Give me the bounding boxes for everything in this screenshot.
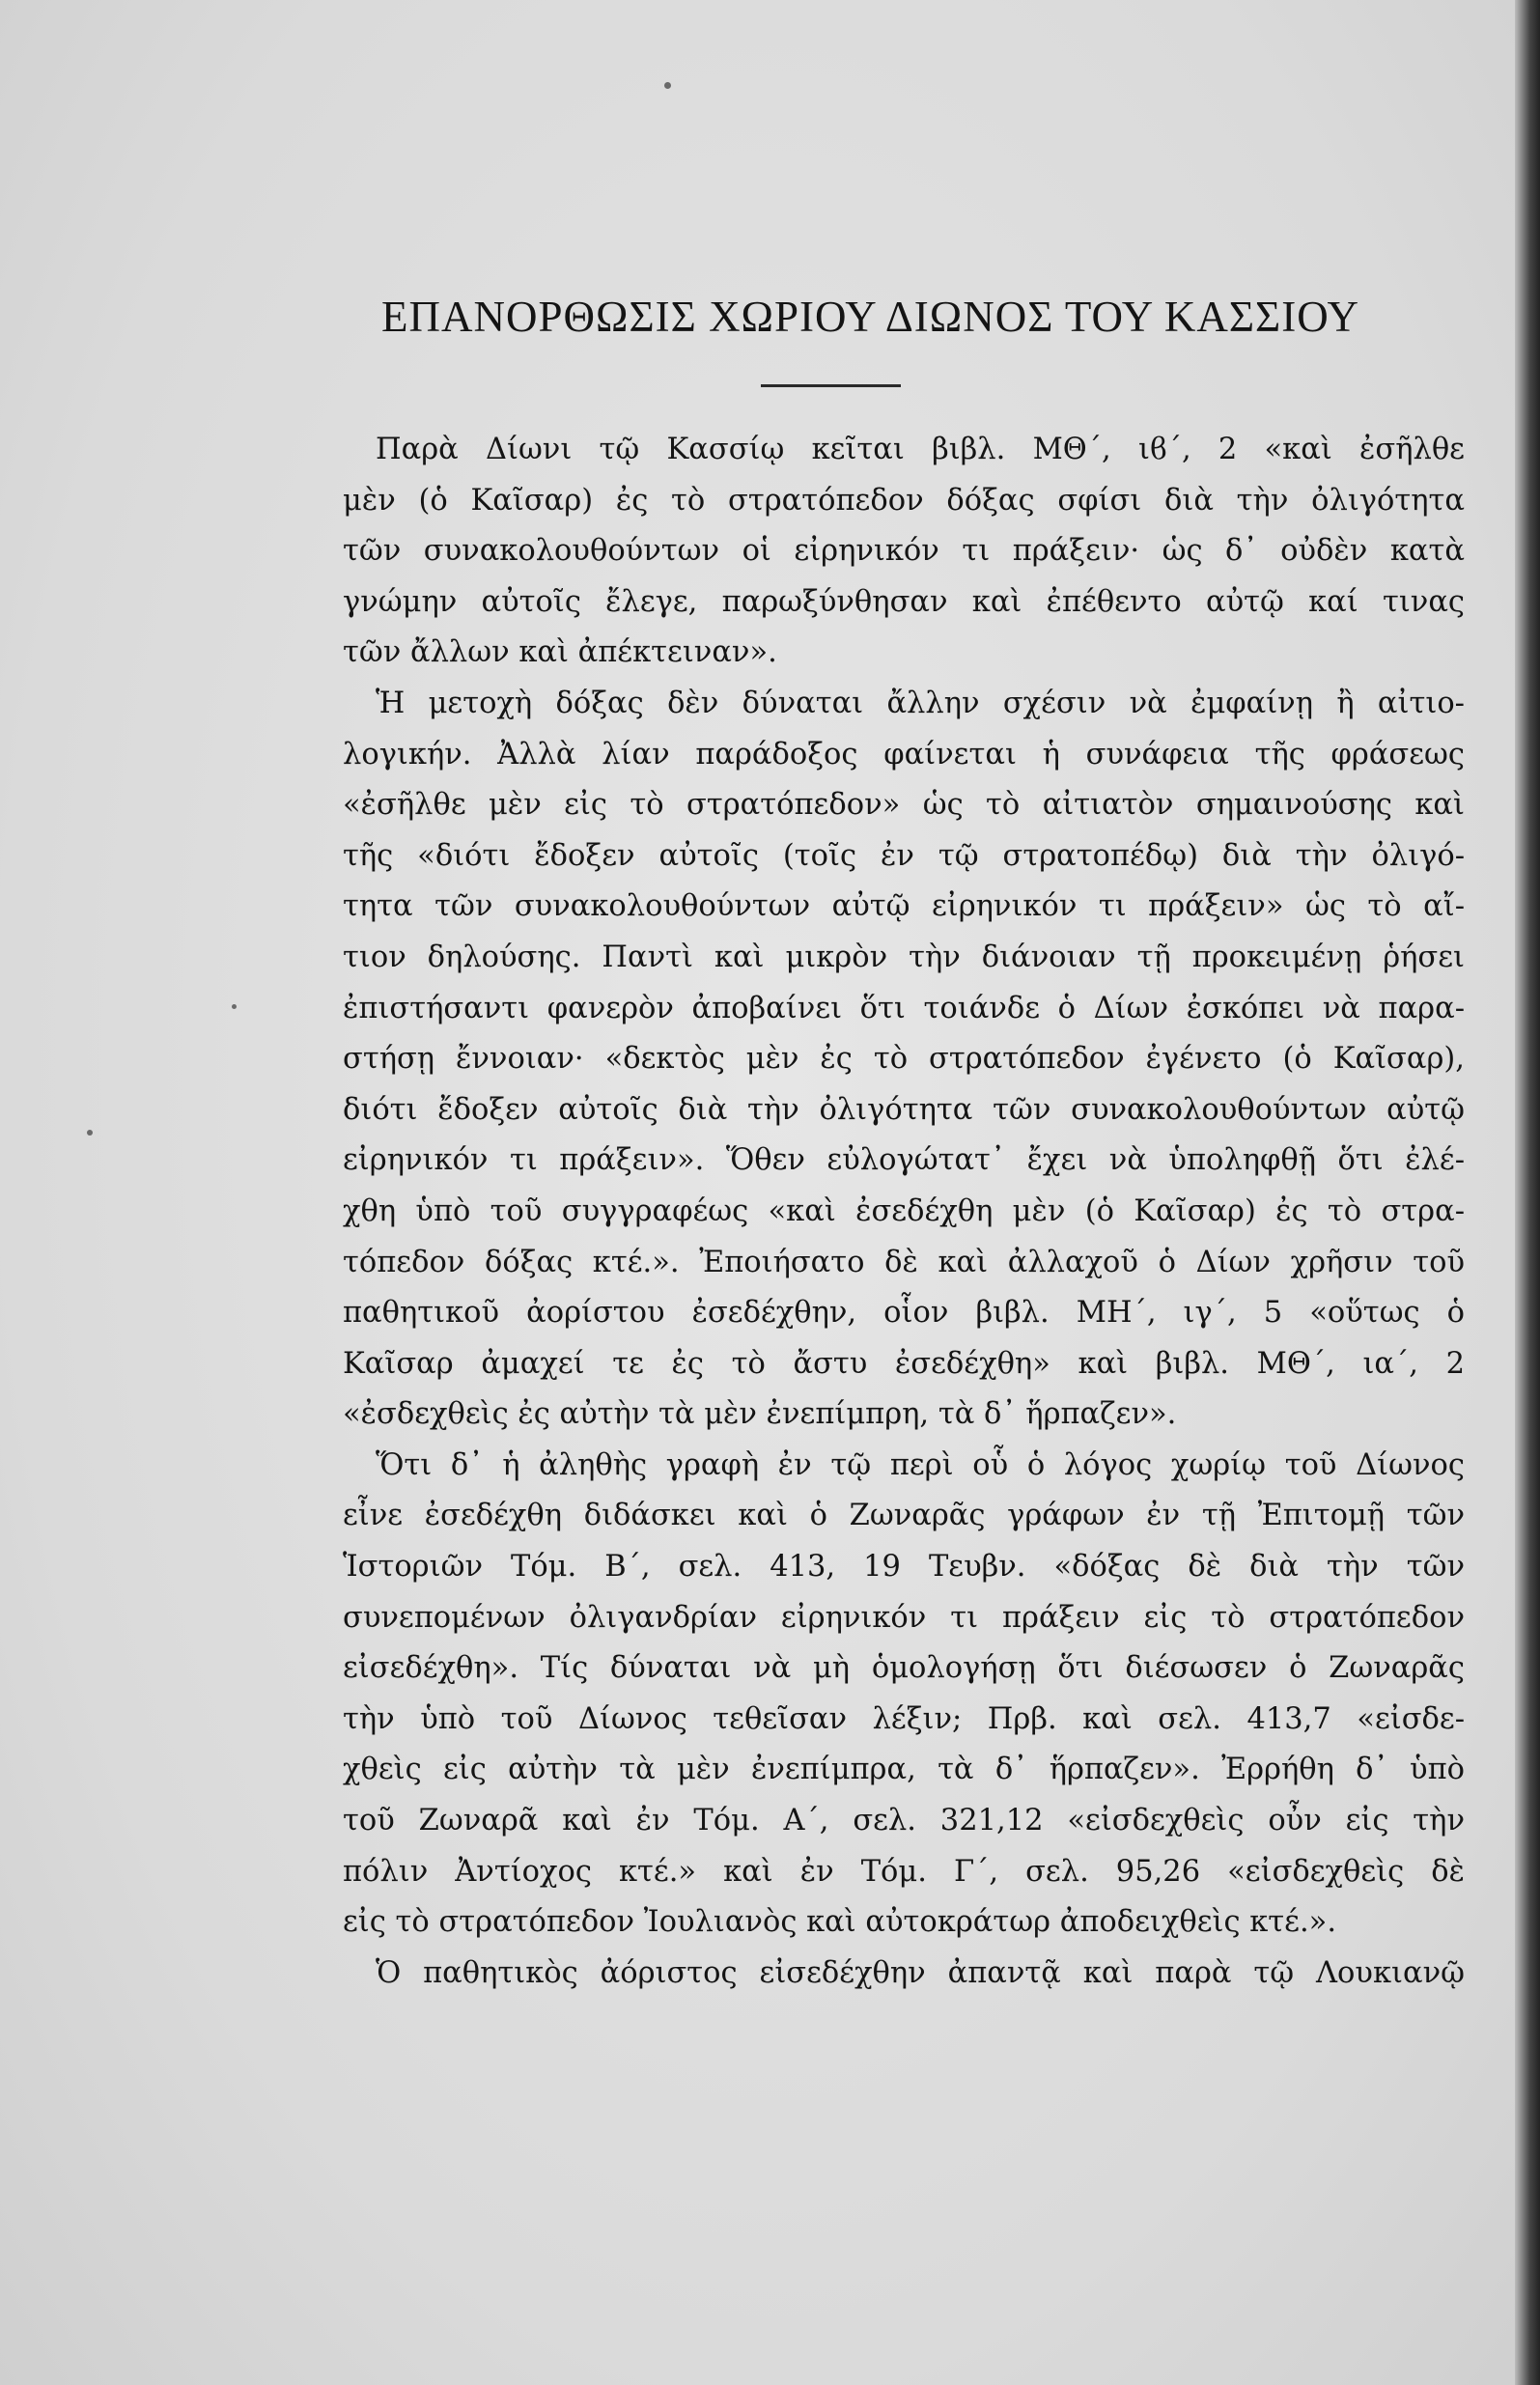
scan-speck	[87, 1130, 93, 1136]
text-line: Ἡ μετοχὴ δόξας δὲν δύναται ἄλλην σχέσιν νὰ ἐμφαίνῃ ἢ αἰτιο-	[376, 686, 1465, 720]
text-line: εἰς τὸ στρατόπεδον Ἰουλιανὸς καὶ αὐτοκράτωρ ἀποδειχθεὶς κτέ.».	[343, 1905, 1337, 1940]
text-line: τοῦ Ζωναρᾶ καὶ ἐν Τόμ. Α΄, σελ. 321,12 «εἰσδεχθεὶς οὖν εἰς τὴν	[343, 1804, 1465, 1838]
text-line: τῶν ἄλλων καὶ ἀπέκτειναν».	[343, 635, 777, 670]
text-line: εἶνε ἐσεδέχθη διδάσκει καὶ ὁ Ζωναρᾶς γράφων ἐν τῇ Ἐπιτομῇ τῶν	[343, 1499, 1465, 1533]
text-line: στήσῃ ἔννοιαν· «δεκτὸς μὲν ἐς τὸ στρατόπεδον ἐγένετο (ὁ Καῖσαρ),	[343, 1042, 1465, 1077]
text-line: χθεὶς εἰς αὐτὴν τὰ μὲν ἐνεπίμπρα, τὰ δ᾽ ἥρπαζεν». Ἐρρήθη δ᾽ ὑπὸ	[343, 1753, 1465, 1787]
text-line: Ὁ παθητικὸς ἀόριστος εἰσεδέχθην ἀπαντᾷ καὶ παρὰ τῷ Λουκιανῷ	[376, 1955, 1465, 1990]
text-line: πόλιν Ἀντίοχος κτέ.» καὶ ἐν Τόμ. Γ΄, σελ. 95,26 «εἰσδεχθεὶς δὲ	[343, 1854, 1465, 1889]
text-line: τὴν ὑπὸ τοῦ Δίωνος τεθεῖσαν λέξιν; Πρβ. καὶ σελ. 413,7 «εἰσδε-	[343, 1701, 1465, 1736]
page-title: ΕΠΑΝΟΡΘΩΣΙΣ ΧΩΡΙΟΥ ΔΙΩΝΟΣ ΤΟΥ ΚΑΣΣΙΟΥ	[381, 293, 1359, 341]
text-line: τόπεδον δόξας κτέ.». Ἐποιήσατο δὲ καὶ ἀλλαχοῦ ὁ Δίων χρῆσιν τοῦ	[343, 1245, 1465, 1279]
text-line: τῆς «διότι ἔδοξεν αὐτοῖς (τοῖς ἐν τῷ στρατοπέδῳ) διὰ τὴν ὀλιγό-	[343, 838, 1465, 873]
text-line: παθητικοῦ ἀορίστου ἐσεδέχθην, οἷον βιβλ. ΜΗ΄, ιγ΄, 5 «οὕτως ὁ	[343, 1296, 1465, 1331]
text-line: τιον δηλούσης. Παντὶ καὶ μικρὸν τὴν διάνοιαν τῇ προκειμένῃ ῥήσει	[343, 940, 1465, 974]
text-line: τῶν συνακολουθούντων οἱ εἰρηνικόν τι πράξειν· ὡς δ᾽ οὐδὲν κατὰ	[343, 534, 1465, 569]
body-text	[343, 425, 1465, 2124]
text-line: λογικήν. Ἀλλὰ λίαν παράδοξος φαίνεται ἡ συνάφεια τῆς φράσεως	[343, 737, 1465, 772]
text-line: «ἐσῆλθε μὲν εἰς τὸ στρατόπεδον» ὡς τὸ αἰτιατὸν σημαινούσης καὶ	[343, 788, 1465, 823]
text-line: τητα τῶν συνακολουθούντων αὐτῷ εἰρηνικόν τι πράξειν» ὡς τὸ αἴ-	[343, 889, 1465, 924]
scan-speck	[232, 1004, 237, 1009]
text-line: Ἱστοριῶν Τόμ. Β΄, σελ. 413, 19 Τευβν. «δόξας δὲ διὰ τὴν τῶν	[343, 1550, 1465, 1585]
page-edge-shadow	[1515, 0, 1540, 2385]
scan-speck	[664, 82, 671, 89]
text-line: ἐπιστήσαντι φανερὸν ἀποβαίνει ὅτι τοιάνδε ὁ Δίων ἐσκόπει νὰ παρα-	[343, 991, 1465, 1025]
text-line: γνώμην αὐτοῖς ἔλεγε, παρωξύνθησαν καὶ ἐπέθεντο αὐτῷ καί τινας	[343, 584, 1465, 619]
text-line: χθη ὑπὸ τοῦ συγγραφέως «καὶ ἐσεδέχθη μὲν (ὁ Καῖσαρ) ἐς τὸ στρα-	[343, 1193, 1465, 1228]
text-line: Παρὰ Δίωνι τῷ Κασσίῳ κεῖται βιβλ. ΜΘ΄, ιϐ΄, 2 «καὶ ἐσῆλθε	[376, 433, 1465, 466]
text-line: εἰρηνικόν τι πράξειν». Ὅθεν εὐλογώτατ᾽ ἔχει νὰ ὑποληφθῇ ὅτι ἐλέ-	[343, 1143, 1465, 1178]
text-line: Καῖσαρ ἀμαχεί τε ἐς τὸ ἄστυ ἐσεδέχθη» καὶ βιβλ. ΜΘ΄, ια΄, 2	[343, 1346, 1465, 1381]
text-line: Ὅτι δ᾽ ἡ ἀληθὴς γραφὴ ἐν τῷ περὶ οὗ ὁ λόγος χωρίῳ τοῦ Δίωνος	[376, 1447, 1465, 1482]
text-line: «ἐσδεχθεὶς ἐς αὐτὴν τὰ μὲν ἐνεπίμπρη, τὰ δ᾽ ἥρπαζεν».	[343, 1397, 1177, 1432]
text-line: μὲν (ὁ Καῖσαρ) ἐς τὸ στρατόπεδον δόξας σφίσι διὰ τὴν ὀλιγότητα	[343, 483, 1465, 518]
text-line: διότι ἔδοξεν αὐτοῖς διὰ τὴν ὀλιγότητα τῶν συνακολουθούντων αὐτῷ	[343, 1092, 1465, 1127]
text-line: συνεπομένων ὀλιγανδρίαν εἰρηνικόν τι πράξειν εἰς τὸ στρατόπεδον	[343, 1600, 1465, 1635]
text-line: εἰσεδέχθη». Τίς δύναται νὰ μὴ ὁμολογήσῃ ὅτι διέσωσεν ὁ Ζωναρᾶς	[343, 1651, 1465, 1686]
title-rule	[761, 384, 901, 387]
